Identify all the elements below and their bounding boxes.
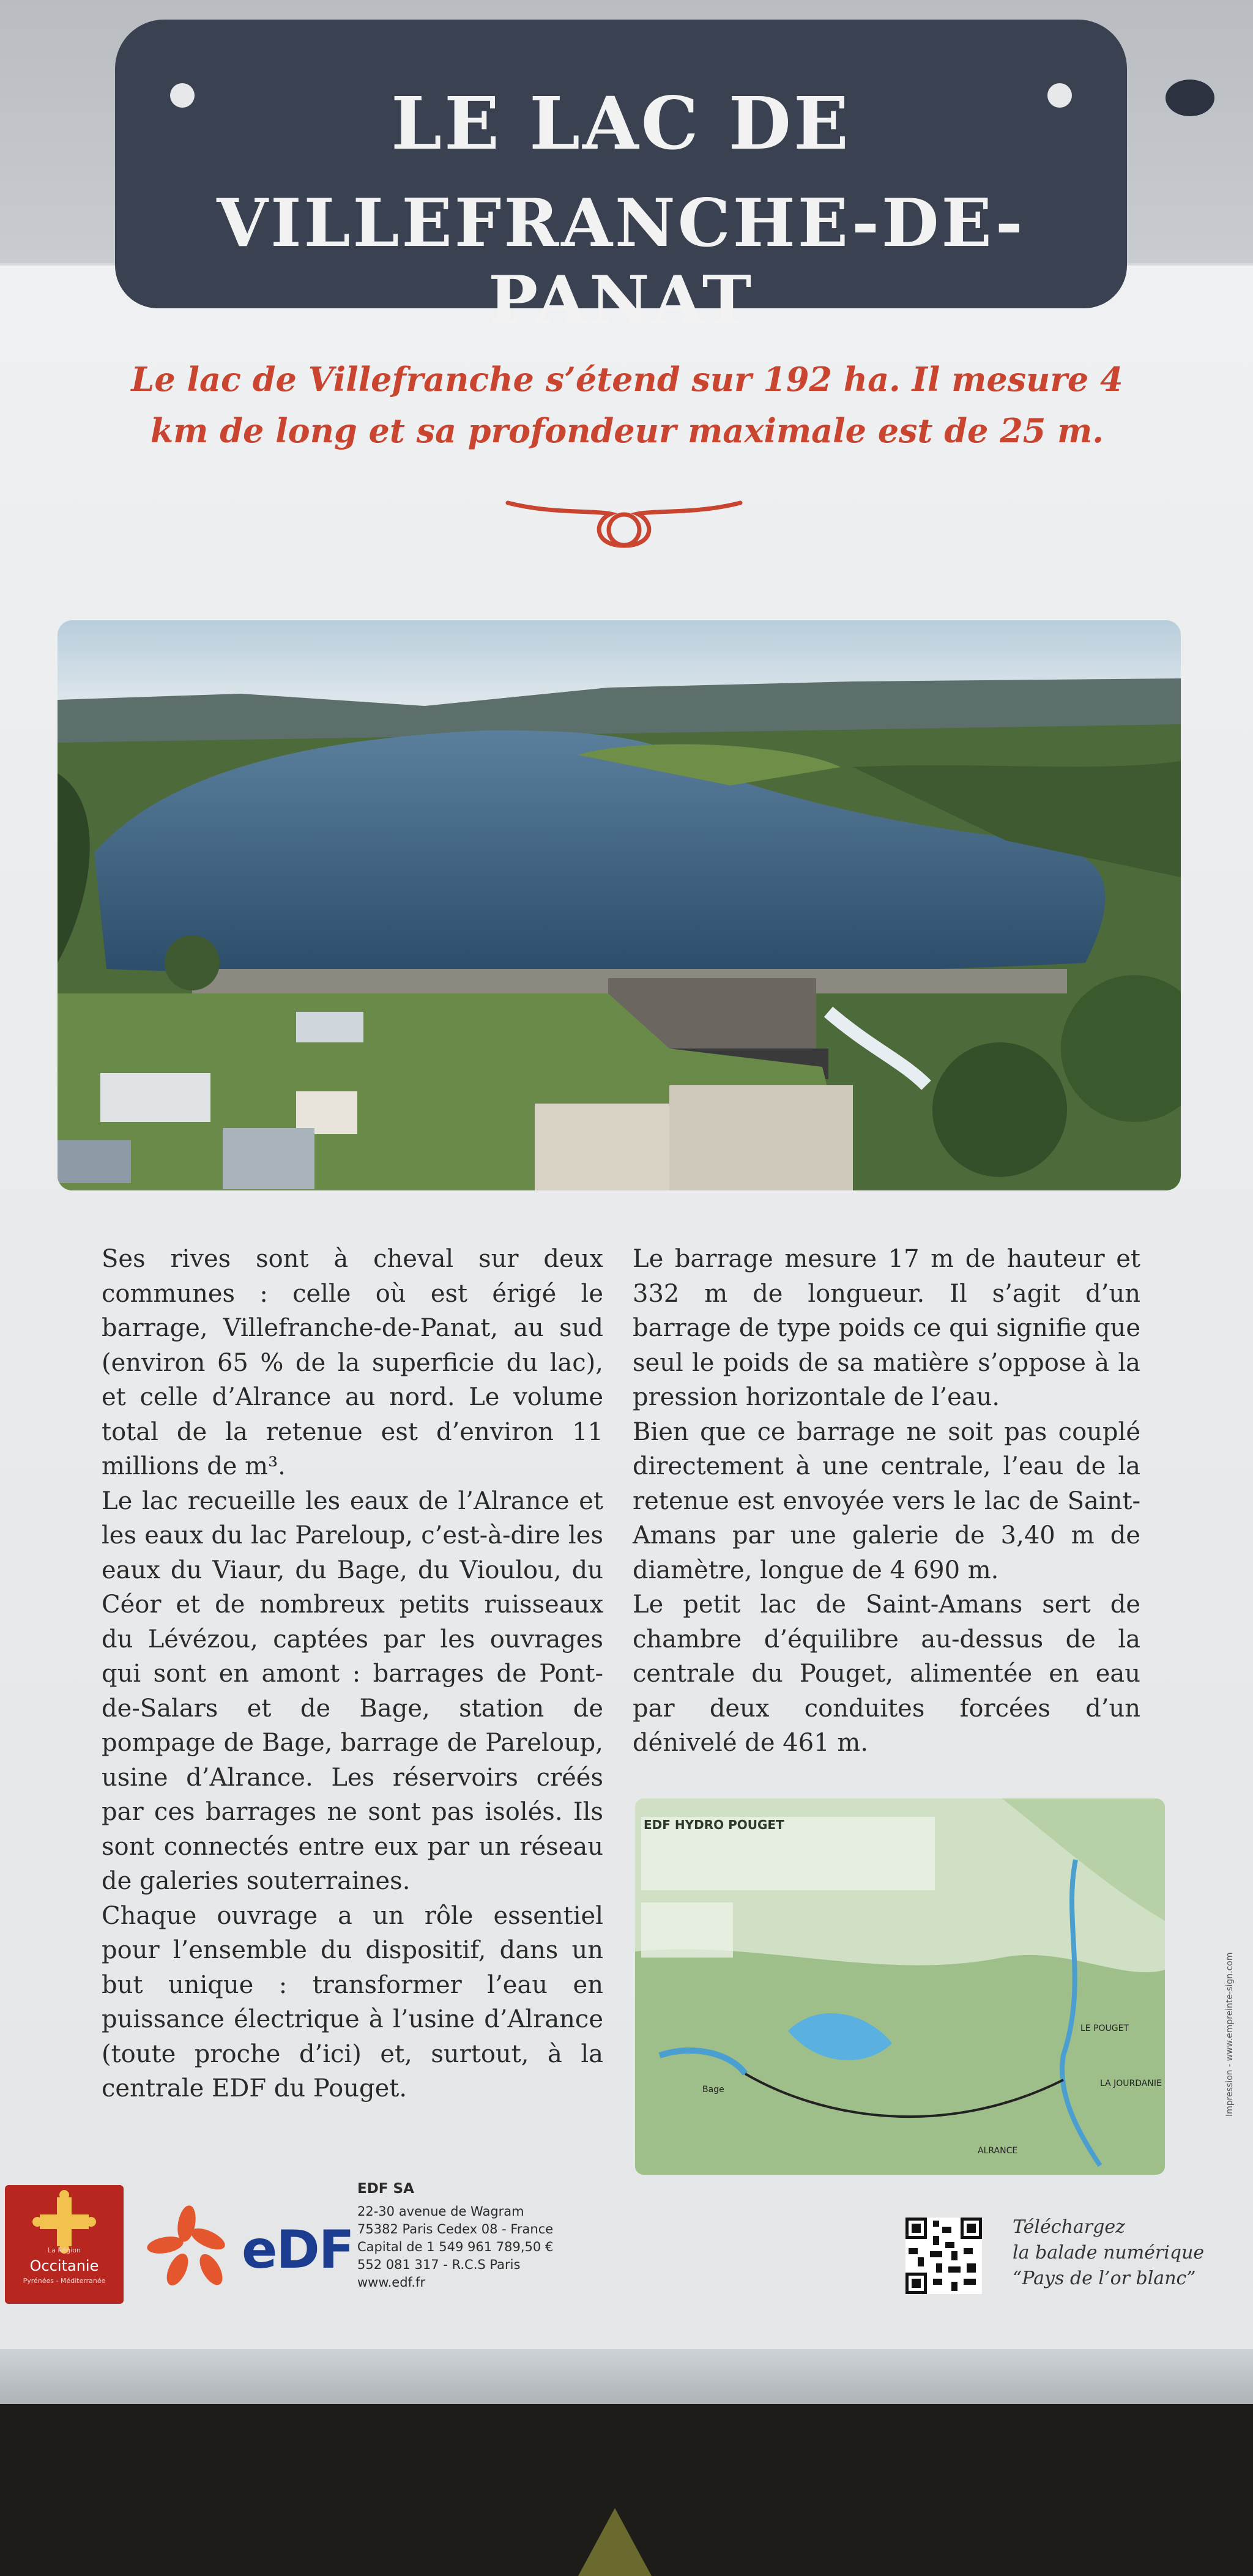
paragraph: Le petit lac de Saint-Amans sert de chambre d’équilibre au-dessus de la centrale du Pouget, alimentée en eau par deux conduites forcées d’un dénivelé de 461 m. — [633, 1591, 1140, 1757]
occitanie-cross-icon — [5, 2185, 124, 2304]
download-line: “Pays de l’or blanc” — [1013, 2268, 1196, 2289]
ground-marking — [578, 2508, 652, 2576]
paragraph: Le barrage mesure 17 m de hauteur et 332 m de longueur. Il s’agit d’un barrage de type poids ce qui signifie que seul le poids de sa matière s’oppose à la pression horizontale de l’eau. — [633, 1245, 1140, 1411]
map-label: LA JOURDANIE — [1100, 2079, 1162, 2088]
intro-text: Le lac de Villefranche s’étend sur 192 ha. Il mesure 4 km de long et sa profondeur maximale est de 25 m. — [131, 360, 1123, 450]
hydro-map — [635, 1798, 1165, 2175]
website-link[interactable]: www.edf.fr — [357, 2275, 426, 2290]
panel-bottom-edge — [0, 2349, 1253, 2404]
lake-aerial-photo — [58, 620, 1181, 1190]
map-label: LE POUGET — [1080, 2024, 1129, 2033]
edf-address — [357, 2180, 602, 2292]
occitanie-logo — [5, 2185, 124, 2304]
download-line: Téléchargez — [1013, 2216, 1125, 2238]
download-invite — [1013, 2214, 1233, 2292]
right-text-column — [633, 1242, 1140, 1761]
company-name: EDF SA — [357, 2181, 414, 2197]
ornament-divider-icon — [502, 489, 746, 557]
paragraph: Bien que ce barrage ne soit pas couplé directement à une centrale, l’eau de la retenue est envoyée vers le lac de Saint-Amans par une galerie de 3,40 m de diamètre, longue de 4 690 m. — [633, 1417, 1140, 1584]
occitanie-small-top: La Région — [47, 2246, 81, 2254]
address-line: 22-30 avenue de Wagram — [357, 2204, 524, 2219]
bolt-icon — [1166, 80, 1214, 116]
qr-code-icon[interactable] — [905, 2218, 982, 2294]
page-title-line-1: LE LAC DE — [391, 81, 851, 166]
map-title: EDF HYDRO POUGET — [644, 1817, 784, 1832]
left-text-column — [102, 1242, 603, 2106]
edf-wordmark: eDF — [242, 2219, 354, 2281]
occitanie-small-bottom: Pyrénées - Méditerranée — [23, 2277, 106, 2285]
title-plate — [115, 20, 1127, 339]
paragraph: Le lac recueille les eaux de l’Alrance et les eaux du lac Pareloup, c’est-à-dire les eaux du Viaur, du Bage, du Vioulou, du Céor et de nombreux petits ruisseaux du Lévézou, captées par les ouvrages qui sont en amont : barrages de Pont-de-Salars et de Bage, station de pompage de Bage, barrage de Pareloup, usine d’Alrance. Les réservoirs créés par ces barrages ne sont pas isolés. Ils sont connectés entre eux par un réseau de galeries souterraines. — [102, 1487, 603, 1895]
address-line: 75382 Paris Cedex 08 - France — [357, 2222, 554, 2236]
map-label: ALRANCE — [978, 2146, 1018, 2156]
printer-credit: Impression - www.empreinte-sign.com — [1225, 1952, 1235, 2117]
download-line: la balade numérique — [1013, 2242, 1205, 2263]
address-line: 552 081 317 - R.C.S Paris — [357, 2257, 521, 2272]
address-line: Capital de 1 549 961 789,50 € — [357, 2240, 554, 2254]
paragraph: Chaque ouvrage a un rôle essentiel pour l’ensemble du dispositif, dans un but unique : transformer l’eau en puissance électrique à l’usine d’Alrance (toute proche d’ici) et, surtout, à la centrale EDF du Pouget. — [102, 1901, 603, 2103]
occitanie-name: Occitanie — [29, 2257, 99, 2274]
page-title-line-2: VILLEFRANCHE-DE-PANAT — [217, 185, 1025, 339]
paragraph: Ses rives sont à cheval sur deux communes : celle où est érigé le barrage, Villefranche-de-Panat, au sud (environ 65 % de la superficie du lac), et celle d’Alrance au nord. Le volume total de la retenue est d’environ 11 millions de m³. — [102, 1245, 603, 1480]
map-label: Bage — [702, 2085, 724, 2095]
ground — [0, 2404, 1253, 2576]
